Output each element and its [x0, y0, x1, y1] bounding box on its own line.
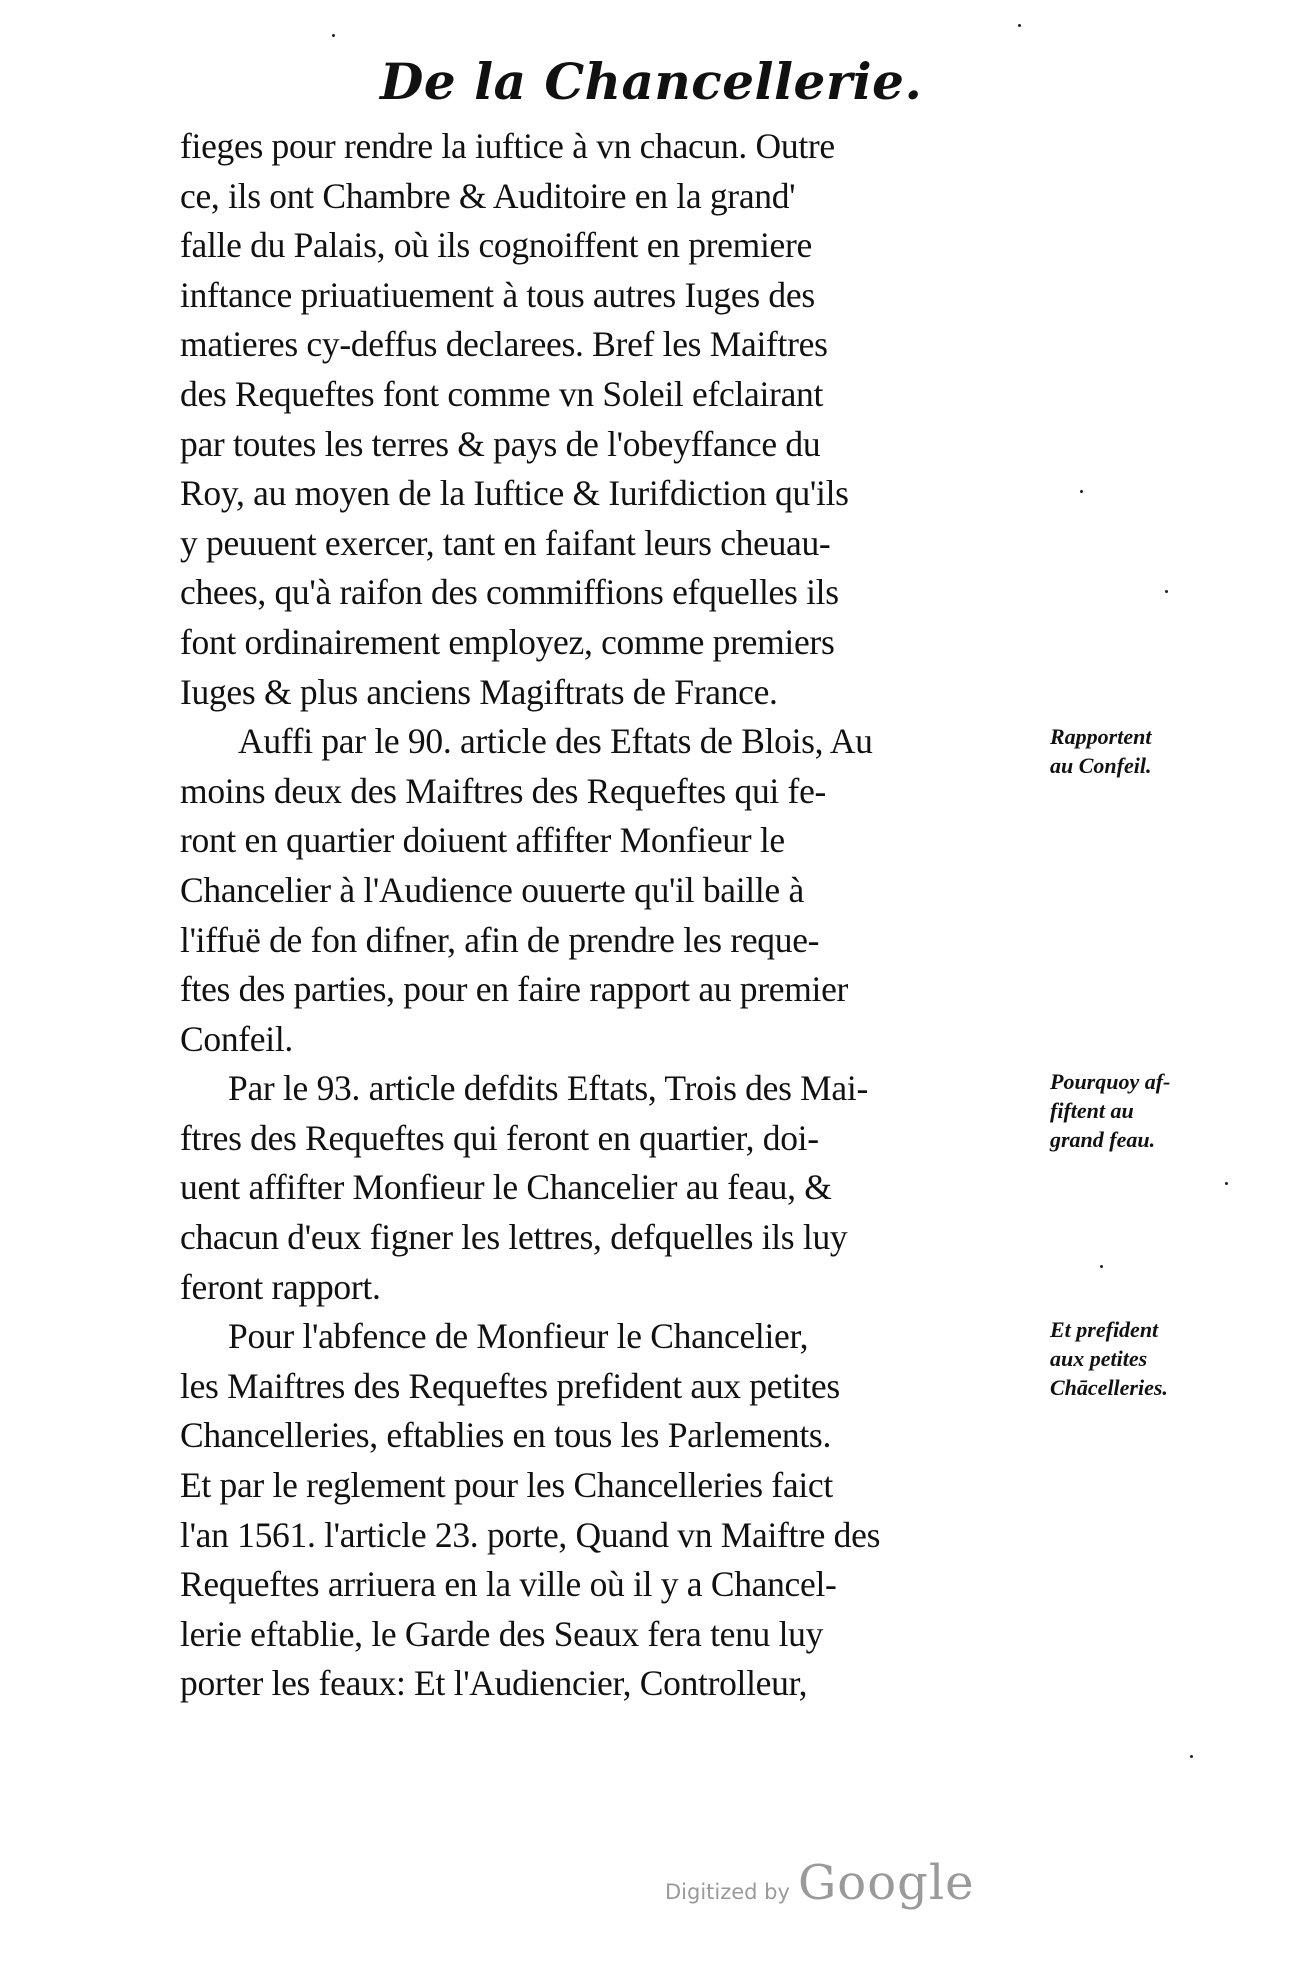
- margin-note-line: Rapportent: [1050, 724, 1152, 749]
- text-line: uent affifter Monfieur le Chancelier au feau, &: [180, 1167, 832, 1208]
- text-line: feront rapport.: [180, 1266, 381, 1307]
- text-line: font ordinairement employez, comme premiers: [180, 621, 835, 662]
- running-header: De la Chancellerie.: [380, 52, 923, 111]
- margin-note-line: Chācelleries.: [1050, 1375, 1168, 1400]
- watermark-prefix: Digitized by: [665, 1880, 790, 1904]
- margin-note-line: au Confeil.: [1050, 753, 1152, 778]
- google-logo: Google: [797, 1855, 975, 1911]
- scan-speck: [1165, 590, 1168, 593]
- margin-note-line: Pourquoy af-: [1050, 1069, 1171, 1094]
- text-line: l'iffuë de fon difner, afin de prendre les reque-: [180, 919, 820, 960]
- text-line: Confeil.: [180, 1018, 293, 1059]
- text-line: par toutes les terres & pays de l'obeyffance du: [180, 423, 821, 464]
- text-line: falle du Palais, où ils cognoiffent en premiere: [180, 225, 812, 266]
- margin-note-line: aux petites: [1050, 1346, 1148, 1371]
- scan-speck: [1190, 1755, 1193, 1758]
- margin-note-pourquoy: [1050, 1067, 1170, 1154]
- text-line: Iuges & plus anciens Magiftrats de France.: [180, 671, 778, 712]
- text-line: porter les feaux: Et l'Audiencier, Controlleur,: [180, 1663, 808, 1704]
- margin-note-line: Et prefident: [1050, 1317, 1159, 1342]
- scan-speck: [1100, 1265, 1103, 1268]
- scan-speck: [332, 34, 335, 37]
- scan-speck: [1018, 24, 1021, 27]
- margin-note-prefident: [1050, 1315, 1168, 1402]
- text-line: fieges pour rendre la iuftice à vn chacun. Outre: [180, 126, 835, 166]
- text-line: Auffi par le 90. article des Eftats de Blois, Au: [238, 721, 873, 762]
- text-line: des Requeftes font comme vn Soleil efclairant: [180, 373, 824, 414]
- text-line: Par le 93. article defdits Eftats, Trois des Mai-: [228, 1068, 868, 1109]
- text-line: Roy, au moyen de la Iuftice & Iurifdiction qu'ils: [180, 473, 849, 514]
- text-line: moins deux des Maiftres des Requeftes qui fe-: [180, 770, 827, 811]
- scan-speck: [1225, 1182, 1228, 1185]
- text-line: ftres des Requeftes qui feront en quartier, doi-: [180, 1117, 819, 1158]
- text-line: Chancelleries, eftablies en tous les Parlements.: [180, 1415, 832, 1456]
- text-line: y peuuent exercer, tant en faifant leurs cheuau-: [180, 522, 831, 563]
- text-line: lerie eftablie, le Garde des Seaux fera tenu luy: [180, 1613, 824, 1654]
- margin-note-line: grand feau.: [1050, 1127, 1156, 1152]
- text-line: Chancelier à l'Audience ouuerte qu'il baille à: [180, 869, 804, 910]
- text-line: ce, ils ont Chambre & Auditoire en la grand': [180, 175, 796, 216]
- body-text: [180, 122, 1030, 1709]
- text-line: l'an 1561. l'article 23. porte, Quand vn Maiftre des: [180, 1514, 881, 1555]
- text-line: les Maiftres des Requeftes prefident aux petites: [180, 1365, 840, 1406]
- text-line: chees, qu'à raifon des commiffions efquelles ils: [180, 572, 839, 613]
- margin-note-line: fiftent au: [1050, 1098, 1134, 1123]
- scan-speck: [1080, 490, 1083, 493]
- margin-note-rapportent: [1050, 722, 1151, 780]
- text-line: inftance priuatiuement à tous autres Iuges des: [180, 274, 815, 315]
- text-line: matieres cy-deffus declarees. Bref les Maiftres: [180, 324, 828, 365]
- text-line: Pour l'abfence de Monfieur le Chancelier,: [228, 1316, 809, 1357]
- text-line: Requeftes arriuera en la ville où il y a Chancel-: [180, 1564, 837, 1605]
- text-line: ftes des parties, pour en faire rapport au premier: [180, 969, 849, 1010]
- text-line: chacun d'eux figner les lettres, defquelles ils luy: [180, 1217, 848, 1258]
- text-line: ront en quartier doiuent affifter Monfieur le: [180, 820, 785, 861]
- text-line: Et par le reglement pour les Chancelleries faict: [180, 1465, 833, 1506]
- digitized-by-google-watermark: [665, 1855, 975, 1911]
